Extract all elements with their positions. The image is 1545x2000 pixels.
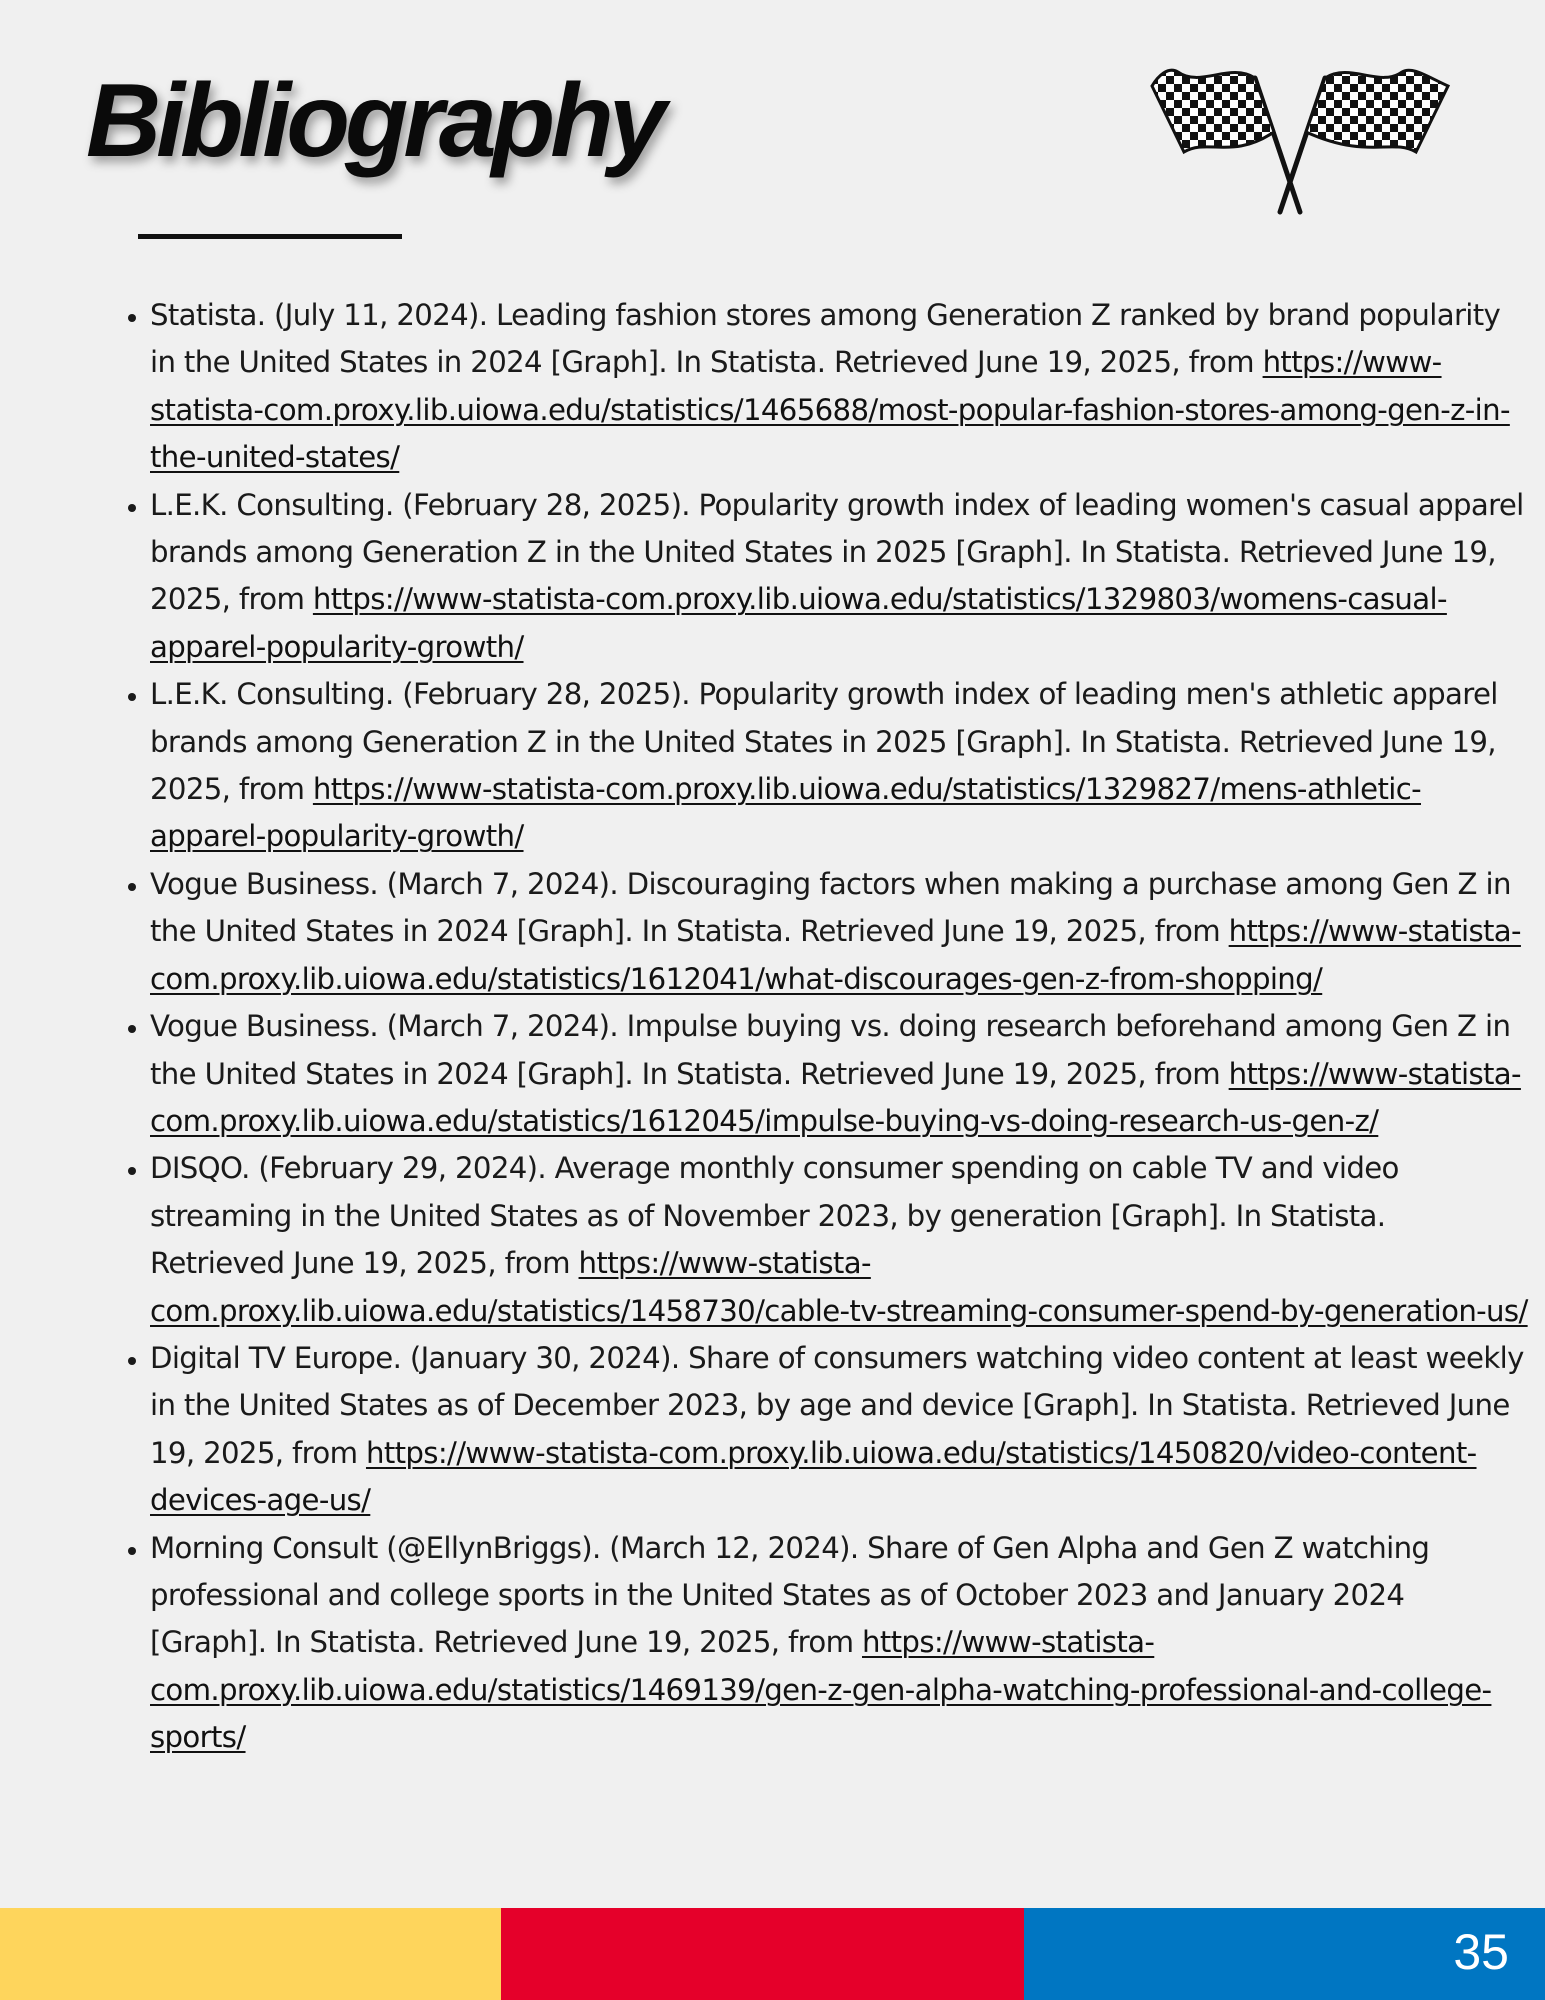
reference-link[interactable]: https://www-statista-com.proxy.lib.uiowa.edu/statistics/1458730/cable-tv-streaming-consumer-spend-by-generation-us/ xyxy=(150,1246,1528,1328)
checkered-racing-flags-icon xyxy=(1150,60,1450,220)
list-item xyxy=(150,1003,1528,1145)
list-item xyxy=(150,1145,1528,1335)
reference-text: Statista. (July 11, 2024). Leading fashion stores among Generation Z ranked by brand popularity in the United States in 2024 [Graph]. In Statista. Retrieved June 19, 2025, from xyxy=(150,298,1501,380)
list-item xyxy=(150,861,1528,1003)
reference-text: Vogue Business. (March 7, 2024). Impulse buying vs. doing research beforehand among Gen Z in the United States in 2024 [Graph]. In Statista. Retrieved June 19, 2025, from xyxy=(150,1009,1511,1091)
reference-link[interactable]: https://www-statista-com.proxy.lib.uiowa.edu/statistics/1329827/mens-athletic-apparel-popularity-growth/ xyxy=(150,772,1421,854)
reference-text: L.E.K. Consulting. (February 28, 2025). Popularity growth index of leading women's casual apparel brands among Generation Z in the United States in 2025 [Graph]. In Statista. Retrieved June 19, 2025, from xyxy=(150,487,1524,617)
reference-link[interactable]: https://www-statista-com.proxy.lib.uiowa.edu/statistics/1469139/gen-z-gen-alpha-watching-professional-and-college-sports/ xyxy=(150,1625,1492,1755)
list-item xyxy=(150,482,1528,672)
page-title: Bibliography xyxy=(86,63,662,179)
list-item xyxy=(150,292,1528,482)
list-item xyxy=(150,1335,1528,1525)
reference-text: L.E.K. Consulting. (February 28, 2025). Popularity growth index of leading men's athletic apparel brands among Generation Z in the United States in 2025 [Graph]. In Statista. Retrieved June 19, 2025, from xyxy=(150,677,1498,807)
bibliography-list xyxy=(100,292,1528,1762)
footer-band-yellow xyxy=(0,1908,501,2000)
footer-band-red xyxy=(501,1908,1024,2000)
reference-link[interactable]: https://www-statista-com.proxy.lib.uiowa.edu/statistics/1465688/most-popular-fashion-stores-among-gen-z-in-the-united-states/ xyxy=(150,345,1510,475)
reference-link[interactable]: https://www-statista-com.proxy.lib.uiowa.edu/statistics/1612041/what-discourages-gen-z-from-shopping/ xyxy=(150,914,1521,996)
reference-text: Digital TV Europe. (January 30, 2024). Share of consumers watching video content at least weekly in the United States as of December 2023, by age and device [Graph]. In Statista. Retrieved June 19, 2025, from xyxy=(150,1340,1524,1470)
reference-link[interactable]: https://www-statista-com.proxy.lib.uiowa.edu/statistics/1329803/womens-casual-apparel-popularity-growth/ xyxy=(150,582,1447,664)
reference-link[interactable]: https://www-statista-com.proxy.lib.uiowa.edu/statistics/1612045/impulse-buying-vs-doing-research-us-gen-z/ xyxy=(150,1056,1521,1138)
title-underline xyxy=(138,234,402,239)
footer-color-bar xyxy=(0,1908,1545,2000)
reference-text: DISQO. (February 29, 2024). Average monthly consumer spending on cable TV and video streaming in the United States as of November 2023, by generation [Graph]. In Statista. Retrieved June 19, 2025, from xyxy=(150,1151,1399,1281)
list-item xyxy=(150,1525,1528,1762)
reference-text: Vogue Business. (March 7, 2024). Discouraging factors when making a purchase among Gen Z in the United States in 2024 [Graph]. In Statista. Retrieved June 19, 2025, from xyxy=(150,866,1511,949)
reference-link[interactable]: https://www-statista-com.proxy.lib.uiowa.edu/statistics/1450820/video-content-devices-age-us/ xyxy=(150,1435,1477,1518)
footer-band-blue xyxy=(1024,1908,1545,2000)
list-item xyxy=(150,671,1528,861)
page-number: 35 xyxy=(1453,1924,1509,1980)
reference-text: Morning Consult (@EllynBriggs). (March 12, 2024). Share of Gen Alpha and Gen Z watching professional and college sports in the United States as of October 2023 and January 2024 [Graph]. In Statista. Retrieved June 19, 2025, from xyxy=(150,1530,1430,1660)
